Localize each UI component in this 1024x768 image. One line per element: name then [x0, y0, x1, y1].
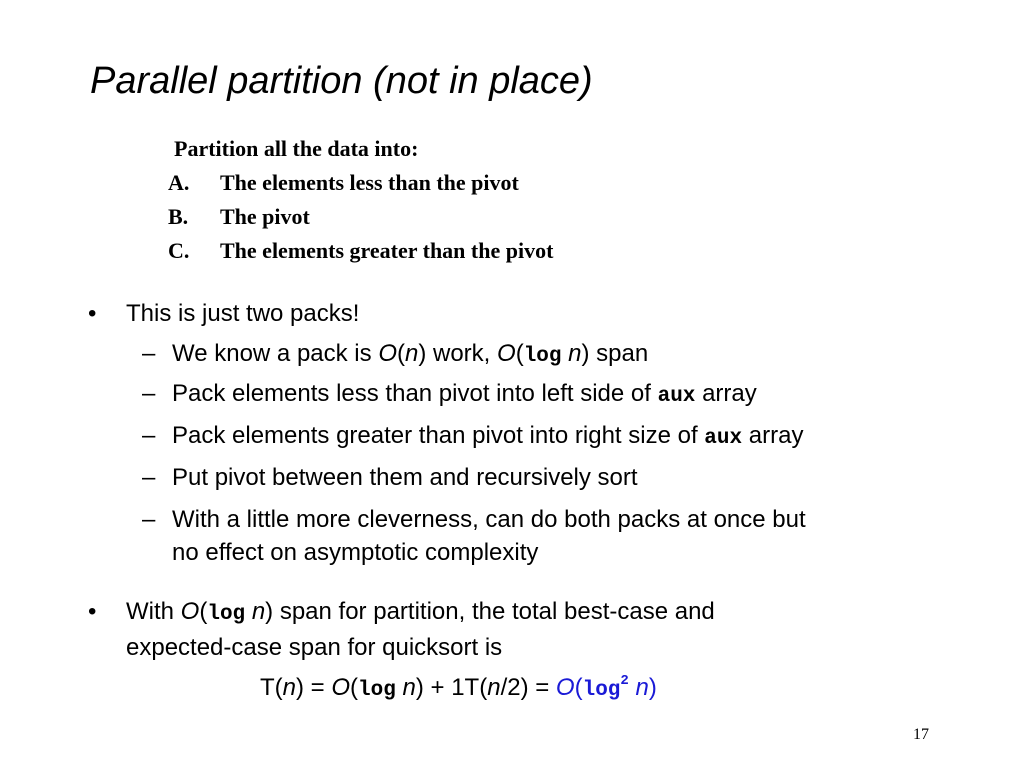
sub-bullet-text-line2: no effect on asymptotic complexity — [172, 539, 539, 566]
dash-glyph: – — [142, 422, 156, 449]
dash-glyph: – — [142, 464, 156, 491]
bullet-text-line1: With O(log n) span for partition, the total best-case and — [126, 598, 715, 626]
sub-bullet-text-line1: With a little more cleverness, can do both packs at once but — [172, 506, 806, 533]
option-letter: C. — [168, 238, 190, 263]
sub-bullet-text: Pack elements less than pivot into left side of aux array — [172, 380, 757, 408]
page-number: 17 — [913, 726, 929, 743]
definition-option-b — [168, 204, 310, 230]
option-text: The elements less than the pivot — [220, 170, 519, 195]
bullet-text-line2: expected-case span for quicksort is — [126, 634, 503, 661]
bullet-text: This is just two packs! — [126, 300, 360, 327]
bullet-glyph: • — [88, 300, 97, 327]
bullet-glyph: • — [88, 598, 97, 625]
definition-option-a — [168, 170, 519, 196]
definition-option-c — [168, 238, 553, 264]
recurrence-formula: T(n) = O(log $n) + 1T(n/2) = O(\log^2$ n) — [260, 673, 657, 702]
definition-heading: Partition all the data into: — [174, 136, 419, 161]
sub-bullet-text: We know a pack is O(n) work, O(log n) span — [172, 340, 649, 368]
sub-bullet-text: Put pivot between them and recursively sort — [172, 464, 638, 491]
option-letter: A. — [168, 170, 190, 195]
option-text: The elements greater than the pivot — [220, 238, 554, 263]
dash-glyph: – — [142, 340, 156, 367]
option-letter: B. — [168, 204, 189, 229]
formula-result: $O(\log^2$ n) — [555, 673, 657, 702]
sub-bullet-text: Pack elements greater than pivot into right size of aux array — [172, 422, 804, 450]
option-text: The pivot — [220, 204, 310, 229]
dash-glyph: – — [142, 506, 156, 533]
dash-glyph: – — [142, 380, 156, 407]
slide-title: Parallel partition (not in place) — [90, 60, 593, 102]
